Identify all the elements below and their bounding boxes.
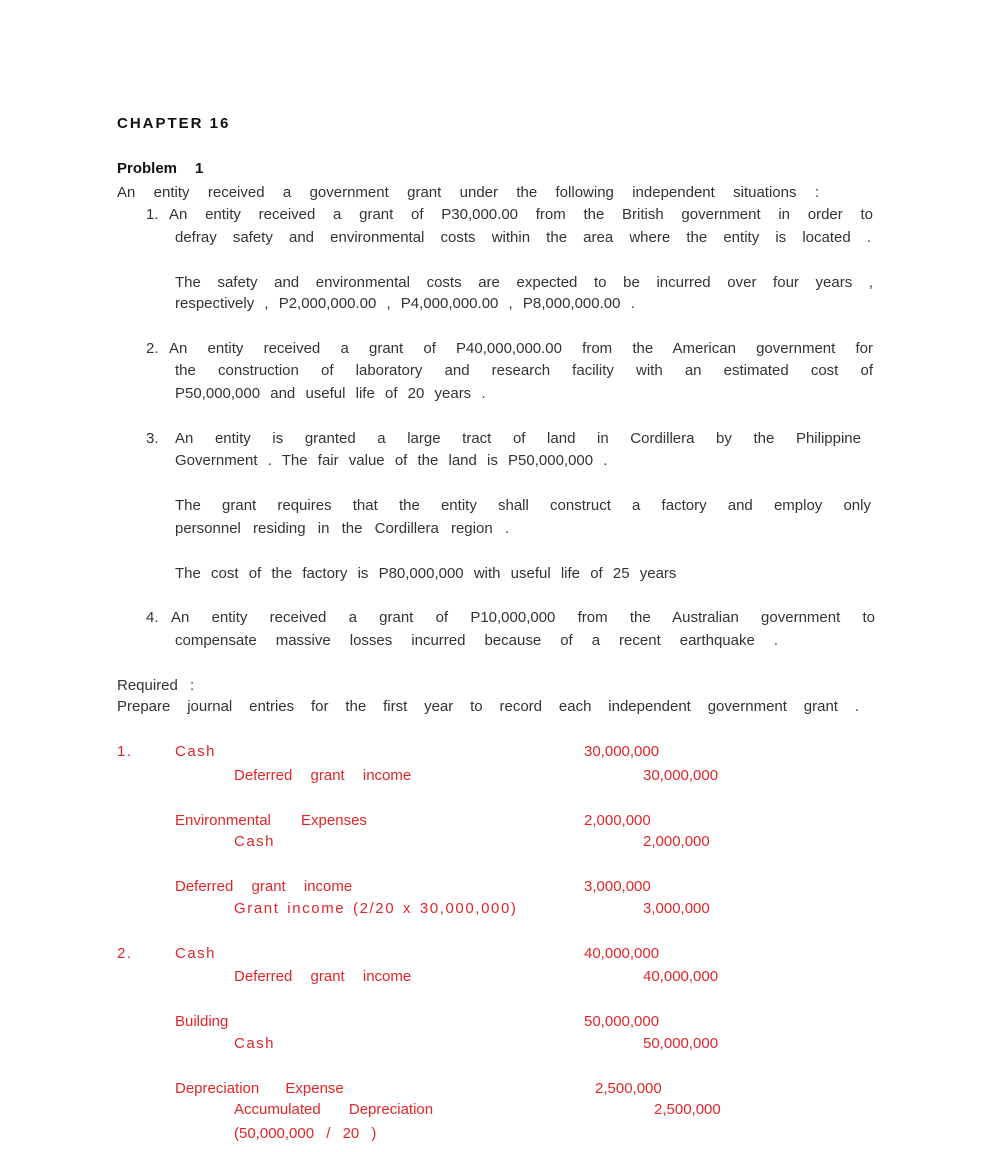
situation-line: The safety and environmental costs are expected to be incurred over four years , [175, 274, 873, 291]
answer-number: 2. [117, 945, 133, 962]
debit-account: Cash [175, 743, 217, 760]
debit-amount: 2,000,000 [584, 812, 651, 829]
problem-number: 1 [195, 160, 204, 177]
situation-line: the construction of laboratory and research facility with an estimated cost of [175, 362, 873, 379]
situation-line: The cost of the factory is P80,000,000 with useful life of 25 years [175, 565, 677, 582]
situation-line: compensate massive losses incurred because of a recent earthquake . [175, 632, 778, 649]
credit-account: Accumulated Depreciation [234, 1101, 434, 1118]
situation-number: 3. [146, 430, 159, 447]
situation-line: An entity received a grant of P30,000.00 from the British government in order to [169, 206, 873, 223]
answer-number: 1. [117, 743, 133, 760]
situation-line: The grant requires that the entity shall construct a factory and employ only [175, 497, 871, 514]
debit-account: Building [175, 1013, 229, 1030]
debit-amount: 2,500,000 [595, 1080, 662, 1097]
problem-intro: An entity received a government grant under the following independent situations : [117, 184, 819, 201]
debit-account: Environmental Expenses [175, 812, 367, 829]
credit-amount: 50,000,000 [643, 1035, 719, 1052]
chapter-title: CHAPTER 16 [117, 115, 231, 132]
situation-line: defray safety and environmental costs within the area where the entity is located . [175, 229, 871, 246]
debit-account: Deferred grant income [175, 878, 353, 895]
credit-amount: 30,000,000 [643, 767, 719, 784]
situation-line: Government . The fair value of the land is P50,000,000 . [175, 452, 608, 469]
problem-heading [117, 160, 203, 178]
credit-amount: 2,000,000 [643, 833, 710, 850]
situation-line: An entity received a grant of P10,000,000 from the Australian government to [171, 609, 875, 626]
situation-line: respectively , P2,000,000.00 , P4,000,000.00 , P8,000,000.00 . [175, 295, 635, 312]
situation-number: 2. [146, 340, 159, 357]
situation-line: P50,000,000 and useful life of 20 years . [175, 385, 486, 402]
credit-account: Deferred grant income [234, 767, 412, 784]
debit-account: Depreciation Expense [175, 1080, 344, 1097]
debit-amount: 3,000,000 [584, 878, 651, 895]
problem-label: Problem [117, 160, 178, 177]
credit-amount: 40,000,000 [643, 968, 719, 985]
required-label: Required : [117, 677, 195, 694]
debit-account: Cash [175, 945, 217, 962]
situation-number: 4. [146, 609, 159, 626]
debit-amount: 40,000,000 [584, 945, 660, 962]
credit-account: Grant income (2/20 x 30,000,000) [234, 900, 518, 917]
situation-number: 1. [146, 206, 159, 223]
situation-line: personnel residing in the Cordillera region . [175, 520, 509, 537]
debit-amount: 30,000,000 [584, 743, 660, 760]
entry-note: (50,000,000 / 20 ) [234, 1125, 377, 1142]
debit-amount: 50,000,000 [584, 1013, 660, 1030]
credit-amount: 2,500,000 [654, 1101, 721, 1118]
situation-line: An entity received a grant of P40,000,000.00 from the American government for [169, 340, 873, 357]
credit-account: Cash [234, 1035, 276, 1052]
credit-amount: 3,000,000 [643, 900, 710, 917]
required-text: Prepare journal entries for the first year to record each independent government grant . [117, 698, 859, 715]
situation-line: An entity is granted a large tract of land in Cordillera by the Philippine [175, 430, 861, 447]
credit-account: Cash [234, 833, 276, 850]
credit-account: Deferred grant income [234, 968, 412, 985]
